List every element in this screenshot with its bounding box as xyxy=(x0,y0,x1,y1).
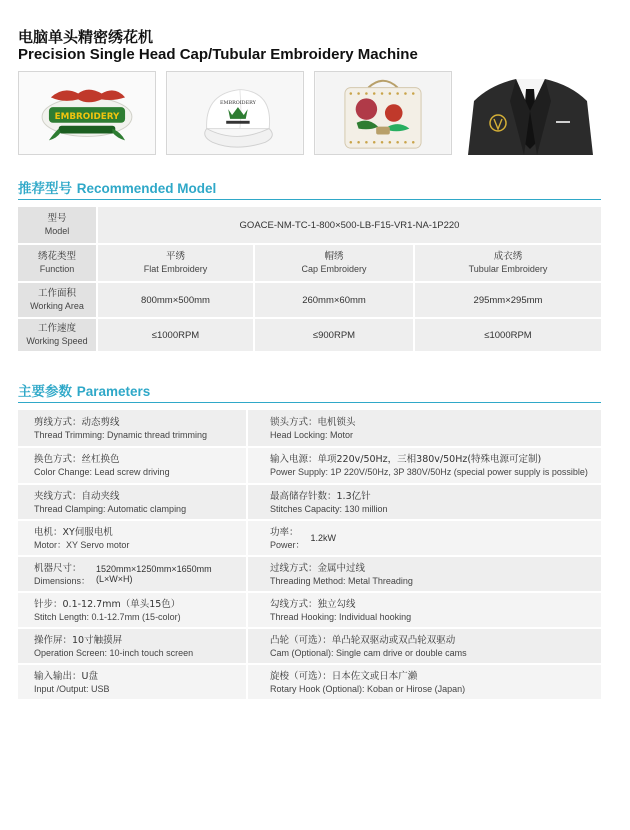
parameters-heading xyxy=(18,380,150,400)
param-cn: 操作屏：10寸触摸屏 xyxy=(34,634,123,646)
page-title-cn: 电脑单头精密绣花机 xyxy=(18,28,154,46)
param-en: Color Change: Lead screw driving xyxy=(34,467,170,477)
embroidered-suit-photo xyxy=(460,71,601,155)
speed-cap-cell xyxy=(255,319,413,351)
param-en: Power： xyxy=(270,539,305,550)
model-label-cn: 型号 xyxy=(47,213,67,224)
speed-tubular-cell xyxy=(415,319,601,351)
parameters-divider xyxy=(18,402,601,403)
param-input-output xyxy=(18,665,246,699)
recommended-heading-cn: 推荐型号 xyxy=(18,181,72,197)
param-en: Operation Screen: 10-inch touch screen xyxy=(34,647,194,658)
param-cn: 勾线方式：独立勾线 xyxy=(270,598,356,610)
param-cn: 功率： xyxy=(270,526,299,538)
param-en: Cam (Optional): Single cam drive or double cams xyxy=(270,647,467,658)
function-tubular-cell xyxy=(415,245,601,281)
param-stitches-capacity xyxy=(248,485,601,519)
function-flat-cell xyxy=(98,245,253,281)
page-title-en: Precision Single Head Cap/Tubular Embroidery Machine xyxy=(18,46,418,63)
area-tubular-value: 295mm×295mm xyxy=(473,294,543,306)
param-cn: 机器尺寸： xyxy=(34,562,82,574)
embroidered-bag-photo xyxy=(314,71,452,155)
area-flat-value: 800mm×500mm xyxy=(141,294,210,306)
function-tubular-cn: 成衣绣 xyxy=(493,251,523,262)
param-cn: 电机：XY伺服电机 xyxy=(34,526,113,538)
param-cn: 夹线方式：自动夹线 xyxy=(34,490,120,502)
area-cap-value: 260mm×60mm xyxy=(302,294,366,306)
function-cap-en: Cap Embroidery xyxy=(301,264,367,274)
param-cn: 换色方式：丝杠换色 xyxy=(34,454,120,465)
param-power-supply xyxy=(248,448,601,483)
param-power-value: 1.2kW xyxy=(310,533,337,543)
area-tubular-cell xyxy=(415,283,601,317)
embroidered-patch-photo xyxy=(18,71,156,155)
function-cap-cell xyxy=(255,245,413,281)
function-label-en: Function xyxy=(39,264,75,274)
param-thread-clamping xyxy=(18,485,246,519)
param-cn: 凸轮（可选）：单凸轮双驱动或双凸轮双驱动 xyxy=(270,634,456,646)
param-rotary-hook xyxy=(248,665,601,699)
cap-text: EMBROIDERY xyxy=(219,100,256,107)
recommended-heading xyxy=(18,177,216,197)
embroidered-cap-photo xyxy=(166,71,304,155)
param-en: Input /Output: USB xyxy=(34,683,110,694)
param-dimensions xyxy=(18,557,246,591)
param-color-change xyxy=(18,448,246,483)
param-cn: 针步：0.1-12.7mm（单头15色） xyxy=(34,598,181,610)
param-motor xyxy=(18,521,246,555)
param-en: Head Locking: Motor xyxy=(270,429,354,440)
model-label-en: Model xyxy=(44,226,70,236)
param-power xyxy=(248,521,601,555)
param-en: Motor：XY Servo motor xyxy=(34,539,130,550)
param-stitch-length xyxy=(18,593,246,627)
param-cam xyxy=(248,629,601,663)
param-en: Stitches Capacity: 130 million xyxy=(270,503,388,514)
speed-flat-value: ≤1000RPM xyxy=(151,329,200,341)
area-cap-cell xyxy=(255,283,413,317)
param-en: Thread Clamping: Automatic clamping xyxy=(34,503,187,514)
param-cn: 输入电源：单项220v/50Hz，三相380v/50Hz(特殊电源可定制) xyxy=(270,454,542,465)
param-en: Stitch Length: 0.1-12.7mm (15-color) xyxy=(34,611,181,622)
speed-flat-cell xyxy=(98,319,253,351)
speed-label-en: Working Speed xyxy=(26,336,88,346)
model-value: GOACE-NM-TC-1-800×500-LB-F15-VR1-NA-1P220 xyxy=(239,219,460,231)
param-head-locking xyxy=(248,410,601,446)
param-cn: 过线方式：金属中过线 xyxy=(270,562,366,574)
parameters-heading-en: Parameters xyxy=(76,384,151,399)
parameters-heading-cn: 主要参数 xyxy=(18,384,72,400)
area-label-en: Working Area xyxy=(30,301,84,311)
function-flat-cn: 平绣 xyxy=(165,251,185,262)
area-flat-cell xyxy=(98,283,253,317)
param-cn: 剪线方式：动态剪线 xyxy=(34,416,120,428)
param-cn: 最高储存针数：1.3亿针 xyxy=(270,490,371,502)
patch-text: EMBROIDERY xyxy=(54,111,120,122)
area-label-cell xyxy=(18,283,96,317)
param-en: Dimensions： xyxy=(34,575,91,586)
photo-strip xyxy=(18,71,601,155)
param-threading-method xyxy=(248,557,601,591)
param-thread-hooking xyxy=(248,593,601,627)
param-en: Power Supply: 1P 220V/50Hz, 3P 380V/50Hz (special power supply is possible) xyxy=(270,467,588,477)
param-cn: 旋梭（可选）：日本佐文或日本广濑 xyxy=(270,670,418,682)
param-operation-screen xyxy=(18,629,246,663)
function-flat-en: Flat Embroidery xyxy=(143,264,208,274)
speed-label-cn: 工作速度 xyxy=(37,323,76,334)
model-value-cell xyxy=(98,207,601,243)
function-label-cell xyxy=(18,245,96,281)
speed-label-cell xyxy=(18,319,96,351)
area-label-cn: 工作面积 xyxy=(37,288,76,299)
param-en: Thread Hooking: Individual hooking xyxy=(270,611,412,622)
param-dimensions-value: 1520mm×1250mm×1650mm (L×W×H) xyxy=(96,564,212,584)
param-cn: 输入输出：U盘 xyxy=(34,670,98,682)
param-en: Rotary Hook (Optional): Koban or Hirose (Japan) xyxy=(270,683,466,694)
function-tubular-en: Tubular Embroidery xyxy=(468,264,548,274)
recommended-divider xyxy=(18,199,601,200)
speed-cap-value: ≤900RPM xyxy=(312,329,356,341)
recommended-heading-en: Recommended Model xyxy=(76,181,217,196)
function-label-cn: 绣花类型 xyxy=(37,251,76,262)
speed-tubular-value: ≤1000RPM xyxy=(484,329,532,341)
param-en: Thread Trimming: Dynamic thread trimming xyxy=(34,429,208,440)
param-thread-trimming xyxy=(18,410,246,446)
param-en: Threading Method: Metal Threading xyxy=(270,575,413,586)
model-label-cell xyxy=(18,207,96,243)
param-cn: 锁头方式：电机锁头 xyxy=(270,416,356,428)
function-cap-cn: 帽绣 xyxy=(324,251,344,262)
